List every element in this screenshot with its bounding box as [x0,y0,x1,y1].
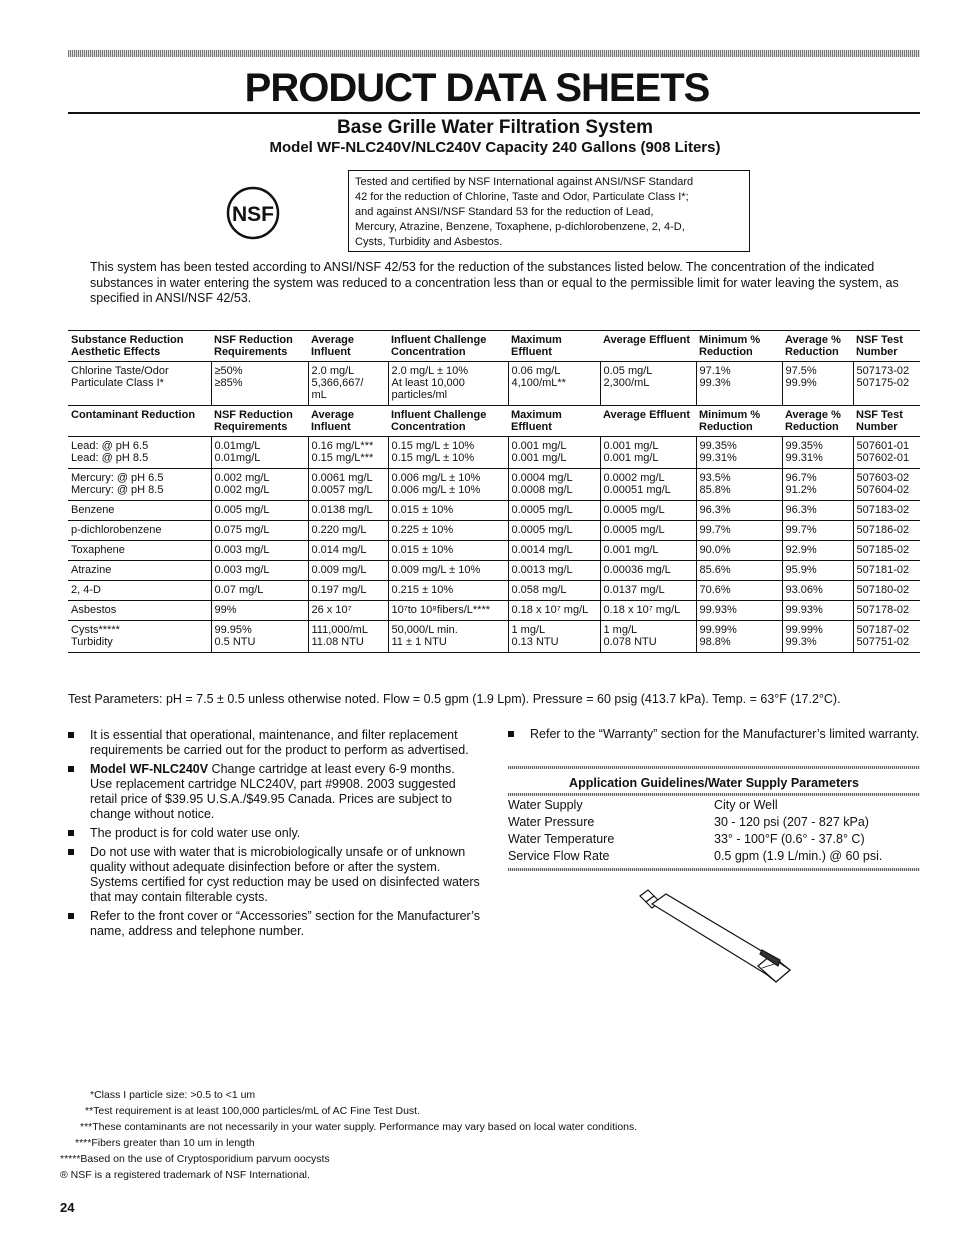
table-cell: Atrazine [68,561,211,581]
column-header: Minimum % Reduction [696,406,782,437]
table-cell: 93.06% [782,581,853,601]
table-cell: 0.05 mg/L 2,300/mL [600,362,696,406]
table-cell: 50,000/L min. 11 ± 1 NTU [388,621,508,653]
table-cell: 1 mg/L 0.13 NTU [508,621,600,653]
table-cell: 96.7% 91.2% [782,469,853,501]
table-cell: Asbestos [68,601,211,621]
certification-box [348,170,750,252]
param-value: 33° - 100°F (0.6° - 37.8° C) [714,832,865,846]
bullet-item-model [68,762,480,822]
table-cell: 0.009 mg/L [308,561,388,581]
table-cell: Toxaphene [68,541,211,561]
table-cell: 1 mg/L 0.078 NTU [600,621,696,653]
column-header: NSF Reduction Requirements [211,331,308,362]
table-cell: 0.0005 mg/L [508,521,600,541]
table-cell: 0.00036 mg/L [600,561,696,581]
table-row [68,561,920,581]
left-bullet-list [68,728,480,943]
column-header: Influent Challenge Concentration [388,331,508,362]
param-label: Water Temperature [508,832,615,846]
application-row [508,831,920,848]
table-cell: 99.7% [782,521,853,541]
table-cell: 0.197 mg/L [308,581,388,601]
table-cell: 507186-02 [853,521,920,541]
table-row [68,581,920,601]
application-table [508,797,920,865]
table-cell: 507187-02 507751-02 [853,621,920,653]
table-cell: Benzene [68,501,211,521]
param-label: Service Flow Rate [508,849,610,863]
table-cell: 507185-02 [853,541,920,561]
table-cell: 0.16 mg/L*** 0.15 mg/L*** [308,437,388,469]
table-cell: 70.6% [696,581,782,601]
table-cell: 99.35% 99.31% [782,437,853,469]
application-title: Application Guidelines/Water Supply Parameters [569,776,859,790]
page-title: PRODUCT DATA SHEETS [244,66,710,110]
table-cell: 90.0% [696,541,782,561]
bullet-item: Do not use with water that is microbiologically unsafe or of unknown quality without adequate disinfection before or after the system. Systems certified for cyst reduction may be used on disinfected waters that may contain filterable cysts. [68,845,480,905]
table-cell: 0.18 x 10⁷ mg/L [508,601,600,621]
table-cell: 99.93% [696,601,782,621]
column-header: Minimum % Reduction [696,331,782,362]
bullet-item: It is essential that operational, maintenance, and filter replacement requirements be carried out for the product to perform as advertised. [68,728,480,758]
column-header: Average Effluent [600,331,696,362]
table-cell: 0.0013 mg/L [508,561,600,581]
table-cell: 0.003 mg/L [211,541,308,561]
table-cell: 99.7% [696,521,782,541]
column-header: NSF Test Number [853,331,920,362]
table-cell: 97.1% 99.3% [696,362,782,406]
filter-cartridge-illustration [630,882,795,987]
table-cell: 0.220 mg/L [308,521,388,541]
table-cell: 2.0 mg/L ± 10% At least 10,000 particles/ml [388,362,508,406]
table-cell: 0.215 ± 10% [388,581,508,601]
footnote: ****Fibers greater than 10 um in length [75,1137,255,1149]
table-cell: 0.0137 mg/L [600,581,696,601]
column-header: NSF Reduction Requirements [211,406,308,437]
param-value: City or Well [714,798,778,812]
table-cell: 0.0005 mg/L [600,501,696,521]
table-cell: 507173-02 507175-02 [853,362,920,406]
table-cell: 0.0138 mg/L [308,501,388,521]
table-cell: 2, 4-D [68,581,211,601]
column-header: Average % Reduction [782,406,853,437]
table-cell: 92.9% [782,541,853,561]
warranty-bullet-list [508,727,922,746]
table-row [68,541,920,561]
column-header: Influent Challenge Concentration [388,406,508,437]
footnotes [60,1087,920,1183]
column-header: NSF Test Number [853,406,920,437]
table-cell: Cysts***** Turbidity [68,621,211,653]
table-cell: 0.006 mg/L ± 10% 0.006 mg/L ± 10% [388,469,508,501]
footnote: ***These contaminants are not necessarily in your water supply. Performance may vary based on local water conditions. [80,1121,638,1133]
table-cell: 0.06 mg/L 4,100/mL** [508,362,600,406]
table-cell: 0.001 mg/L [600,541,696,561]
nsf-logo-text: NSF [232,203,274,226]
table-cell: 0.001 mg/L 0.001 mg/L [600,437,696,469]
title-rule [68,112,920,114]
bullet-item: The product is for cold water use only. [68,826,480,841]
cert-line: and against ANSI/NSF Standard 53 for the reduction of Lead, [355,206,654,218]
application-row [508,797,920,814]
column-header: Average % Reduction [782,331,853,362]
param-label: Water Supply [508,798,583,812]
table-cell: 99.95% 0.5 NTU [211,621,308,653]
table-cell: 111,000/mL 11.08 NTU [308,621,388,653]
table-cell: 99.93% [782,601,853,621]
table-cell: 96.3% [782,501,853,521]
table-cell: 96.3% [696,501,782,521]
table-cell: 0.225 ± 10% [388,521,508,541]
table-row [68,621,920,653]
performance-data-table [68,330,920,653]
intro-paragraph: This system has been tested according to ANSI/NSF 42/53 for the reduction of the substances listed below. The concentration of the indicated substances in water entering the system was reduced to a concentration less than or equal to the permissible limit for water leaving the system, as specified in ANSI/NSF 42/53. [90,260,899,305]
bullet-item: Refer to the front cover or “Accessories” section for the Manufacturer’s name, address and telephone number. [68,909,480,939]
footnote: *Class I particle size: >0.5 to <1 um [90,1089,256,1101]
table-cell: 0.0004 mg/L 0.0008 mg/L [508,469,600,501]
cert-line: 42 for the reduction of Chlorine, Taste and Odor, Particulate Class I*; [355,191,689,203]
table-cell: 0.15 mg/L ± 10% 0.15 mg/L ± 10% [388,437,508,469]
dotted-divider [508,868,920,871]
table-cell: 0.0061 mg/L 0.0057 mg/L [308,469,388,501]
table-cell: 0.002 mg/L 0.002 mg/L [211,469,308,501]
table-cell: 10⁷to 10⁸fibers/L**** [388,601,508,621]
footnote: *****Based on the use of Cryptosporidium parvum oocysts [60,1153,330,1165]
table-cell: 507181-02 [853,561,920,581]
table-cell: 0.009 mg/L ± 10% [388,561,508,581]
model-bold: Model WF-NLC240V [90,762,209,776]
table-cell: 0.01mg/L 0.01mg/L [211,437,308,469]
table-row [68,362,920,406]
table-row [68,601,920,621]
table-cell: 507601-01 507602-01 [853,437,920,469]
table-cell: 95.9% [782,561,853,581]
cert-line: Tested and certified by NSF International against ANSI/NSF Standard [355,176,694,188]
aesthetic-header-row [68,331,920,362]
table-cell: 0.015 ± 10% [388,541,508,561]
table-cell: 507183-02 [853,501,920,521]
test-parameters: Test Parameters: pH = 7.5 ± 0.5 unless otherwise noted. Flow = 0.5 gpm (1.9 Lpm). Pressure = 60 psig (413.7 kPa). Temp. = 63°F (17.2°C). [68,692,841,706]
dotted-divider [508,793,920,796]
param-value: 0.5 gpm (1.9 L/min.) @ 60 psi. [714,849,883,863]
table-row [68,469,920,501]
table-cell: 0.07 mg/L [211,581,308,601]
dotted-divider [508,766,920,769]
column-header: Average Influent [308,406,388,437]
table-cell: 0.0014 mg/L [508,541,600,561]
table-cell: ≥50% ≥85% [211,362,308,406]
table-cell: 0.0005 mg/L [600,521,696,541]
table-cell: 26 x 10⁷ [308,601,388,621]
table-cell: 507603-02 507604-02 [853,469,920,501]
contaminant-header-row [68,406,920,437]
column-header: Maximum Effluent [508,331,600,362]
table-cell: 99.99% 98.8% [696,621,782,653]
table-cell: 93.5% 85.8% [696,469,782,501]
table-cell: 507180-02 [853,581,920,601]
column-header: Average Influent [308,331,388,362]
table-cell: 0.0002 mg/L 0.00051 mg/L [600,469,696,501]
column-header: Substance Reduction Aesthetic Effects [68,331,211,362]
table-cell: Lead: @ pH 6.5 Lead: @ pH 8.5 [68,437,211,469]
table-cell: Chlorine Taste/Odor Particulate Class I* [68,362,211,406]
table-row [68,521,920,541]
table-cell: 0.18 x 10⁷ mg/L [600,601,696,621]
column-header: Contaminant Reduction [68,406,211,437]
table-cell: 2.0 mg/L 5,366,667/ mL [308,362,388,406]
table-cell: 0.001 mg/L 0.001 mg/L [508,437,600,469]
column-header: Average Effluent [600,406,696,437]
application-row [508,814,920,831]
table-cell: 0.015 ± 10% [388,501,508,521]
table-cell: 99.35% 99.31% [696,437,782,469]
param-label: Water Pressure [508,815,595,829]
param-value: 30 - 120 psi (207 - 827 kPa) [714,815,869,829]
top-dotted-bar [68,50,920,57]
table-cell: 99.99% 99.3% [782,621,853,653]
table-cell: 97.5% 99.9% [782,362,853,406]
table-cell: 0.003 mg/L [211,561,308,581]
model-text: Change cartridge at least every 6-9 months. Use replacement cartridge NLC240V, part #9908. 2003 suggested retail price of $39.95 U.S.A./$49.95 Canada. Prices are subject to change without notice. [90,762,456,821]
cert-line: Cysts, Turbidity and Asbestos. [355,236,503,248]
table-cell: 0.014 mg/L [308,541,388,561]
warranty-bullet: Refer to the “Warranty” section for the Manufacturer’s limited warranty. [508,727,922,742]
table-cell: Mercury: @ pH 6.5 Mercury: @ pH 8.5 [68,469,211,501]
table-cell: 0.0005 mg/L [508,501,600,521]
model-capacity-line: Model WF-NLC240V/NLC240V Capacity 240 Gallons (908 Liters) [269,139,721,156]
column-header: Maximum Effluent [508,406,600,437]
footnote: **Test requirement is at least 100,000 particles/mL of AC Fine Test Dust. [85,1105,420,1117]
table-cell: 99% [211,601,308,621]
table-cell: p-dichlorobenzene [68,521,211,541]
nsf-logo [226,186,280,240]
table-cell: 0.058 mg/L [508,581,600,601]
table-cell: 0.005 mg/L [211,501,308,521]
system-subtitle: Base Grille Water Filtration System [336,117,654,138]
table-row [68,501,920,521]
table-cell: 85.6% [696,561,782,581]
table-cell: 507178-02 [853,601,920,621]
footnote: ® NSF is a registered trademark of NSF International. [60,1169,310,1181]
table-row [68,437,920,469]
application-row [508,848,920,865]
table-cell: 0.075 mg/L [211,521,308,541]
cert-line: Mercury, Atrazine, Benzene, Toxaphene, p-dichlorobenzene, 2, 4-D, [355,221,685,233]
page-number: 24 [60,1200,75,1215]
